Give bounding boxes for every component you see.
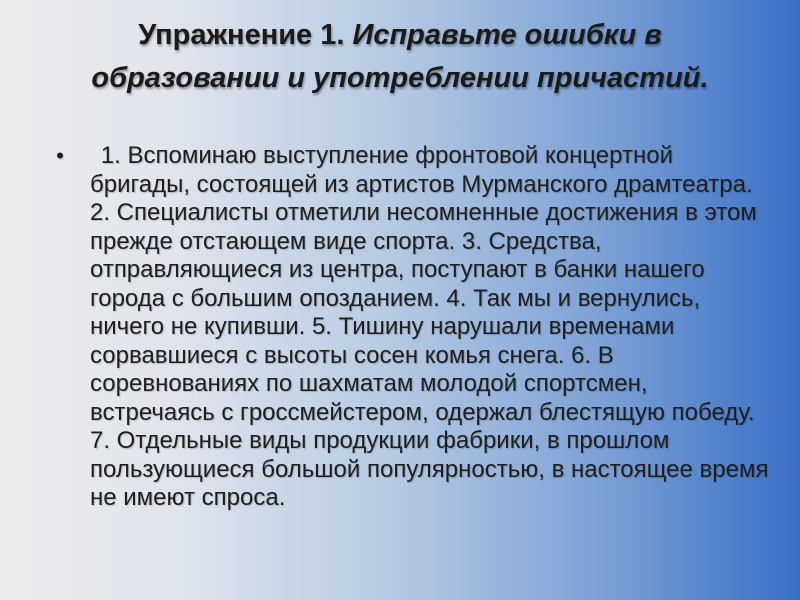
list-item: [50, 142, 770, 513]
exercise-label: Упражнение 1.: [138, 19, 345, 51]
slide-title: [60, 14, 740, 100]
exercise-sentences: 1. Вспоминаю выступление фронтовой концертной бригады, состоящей из артистов Мурманского драмтеатра. 2. Специалисты отметили несомненные достижения в этом прежде отстающем виде спорта. 3. Средства, отправляющиеся из центра, поступают в банки нашего города с большим опозданием. 4. Так мы и вернулись, ничего не купивши. 5. Тишину нарушали временами сорвавшиеся с высоты сосен комья снега. 6. В соревнованиях по шахматам молодой спортсмен, встречаясь с гроссмейстером, одержал блестящую победу. 7. Отдельные виды продукции фабрики, в прошлом пользующиеся большой популярностью, в настоящее время не имеют спроса.: [90, 142, 769, 511]
exercise-instruction: Исправьте ошибки в образовании и употреблении причастий.: [91, 19, 709, 94]
bullet-icon: •: [56, 143, 64, 168]
exercise-body: [50, 142, 770, 513]
